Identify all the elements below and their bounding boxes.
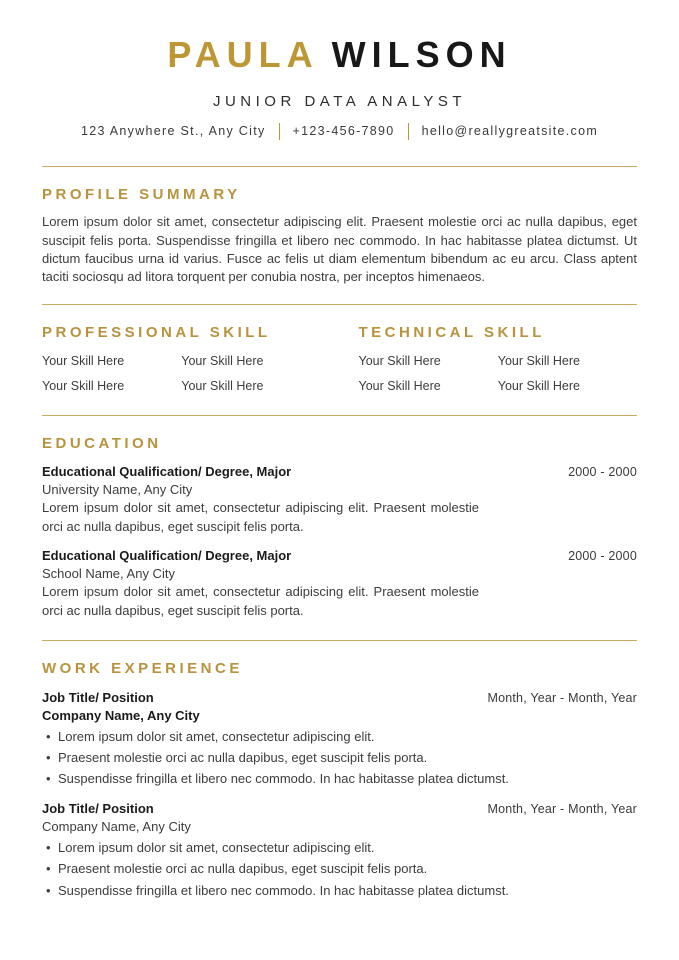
work-dates: Month, Year - Month, Year <box>487 690 637 705</box>
education-entry <box>42 548 637 620</box>
skill-item: Your Skill Here <box>497 354 580 369</box>
skill-item: Your Skill Here <box>42 354 125 369</box>
work-bullet: • Praesent molestie orci ac nulla dapibus, eget suscipit felis porta. <box>42 860 637 878</box>
section-divider <box>42 415 637 416</box>
job-position: Job Title/ Position <box>42 800 154 816</box>
work-bullet-list <box>42 728 637 789</box>
skill-item: Your Skill Here <box>497 378 580 393</box>
skill-item: Your Skill Here <box>181 354 264 369</box>
education-entry-header <box>42 464 637 479</box>
contact-separator <box>408 123 409 140</box>
candidate-job-title: JUNIOR DATA ANALYST <box>212 92 467 110</box>
contact-phone: +123-456-7890 <box>292 124 395 139</box>
technical-skills-column <box>359 324 638 395</box>
candidate-first-name: PAULA <box>167 34 319 75</box>
skills-section <box>42 324 637 395</box>
section-divider <box>42 640 637 641</box>
professional-skill-grid <box>42 353 321 395</box>
degree-title: Educational Qualification/ Degree, Major <box>42 548 292 564</box>
candidate-name <box>42 36 637 75</box>
work-bullet: • Praesent molestie orci ac nulla dapibus, eget suscipit felis porta. <box>42 749 637 767</box>
education-heading: EDUCATION <box>42 435 162 453</box>
contact-email: hello@reallygreatsite.com <box>421 124 599 139</box>
profile-summary-text: Lorem ipsum dolor sit amet, consectetur adipiscing elit. Praesent molestie orci ac nulla dapibus, eget suscipit felis porta. Suspendisse fringilla et libero nec commodo. In hac habitasse platea dictumst. Ut dictum faucibus urna id varius. Fusce ac felis ut diam elementum bibendum ac eu arcu. Class aptent taciti sociosqu ad litora torquent per conubia nostra, per inceptos himenaeos. <box>42 214 637 285</box>
work-dates: Month, Year - Month, Year <box>487 801 637 816</box>
degree-title: Educational Qualification/ Degree, Major <box>42 464 292 480</box>
education-entry-header <box>42 548 637 563</box>
work-bullet: • Lorem ipsum dolor sit amet, consectetur adipiscing elit. <box>42 728 637 746</box>
company-name: Company Name, Any City <box>42 818 191 834</box>
profile-summary-section <box>42 186 637 287</box>
education-section <box>42 435 637 620</box>
work-bullet: • Suspendisse fringilla et libero nec commodo. In hac habitasse platea dictumst. <box>42 882 637 900</box>
work-entry-header <box>42 801 637 816</box>
contact-address: 123 Anywhere St., Any City <box>80 124 266 139</box>
skill-item: Your Skill Here <box>181 378 264 393</box>
technical-skill-heading: TECHNICAL SKILL <box>358 323 545 341</box>
work-bullet: • Lorem ipsum dolor sit amet, consectetur adipiscing elit. <box>42 839 637 857</box>
job-position: Job Title/ Position <box>42 689 154 705</box>
section-divider <box>42 166 637 167</box>
work-entry <box>42 690 637 789</box>
work-bullet-list <box>42 839 637 900</box>
institution-name: School Name, Any City <box>42 566 175 582</box>
education-entry <box>42 464 637 536</box>
work-entry-header <box>42 690 637 705</box>
company-name: Company Name, Any City <box>42 707 200 723</box>
skill-item: Your Skill Here <box>42 378 125 393</box>
work-bullet: • Suspendisse fringilla et libero nec commodo. In hac habitasse platea dictumst. <box>42 770 637 788</box>
professional-skill-heading: PROFESSIONAL SKILL <box>42 323 271 341</box>
education-description: Lorem ipsum dolor sit amet, consectetur adipiscing elit. Praesent molestie orci ac nulla dapibus, eget suscipit felis porta. <box>42 500 479 534</box>
skill-item: Your Skill Here <box>358 378 441 393</box>
education-description: Lorem ipsum dolor sit amet, consectetur adipiscing elit. Praesent molestie orci ac nulla dapibus, eget suscipit felis porta. <box>42 584 479 618</box>
work-entry <box>42 801 637 900</box>
professional-skills-column <box>42 324 321 395</box>
contact-line <box>42 123 637 140</box>
technical-skill-grid <box>359 353 638 395</box>
section-divider <box>42 304 637 305</box>
work-experience-section <box>42 660 637 900</box>
candidate-last-name: WILSON <box>331 34 512 75</box>
profile-summary-heading: PROFILE SUMMARY <box>42 185 241 203</box>
education-dates: 2000 - 2000 <box>568 549 637 564</box>
resume-header <box>42 36 637 140</box>
education-dates: 2000 - 2000 <box>568 465 637 480</box>
skill-item: Your Skill Here <box>358 354 441 369</box>
work-experience-heading: WORK EXPERIENCE <box>42 660 243 678</box>
institution-name: University Name, Any City <box>42 482 193 498</box>
contact-separator <box>279 123 280 140</box>
